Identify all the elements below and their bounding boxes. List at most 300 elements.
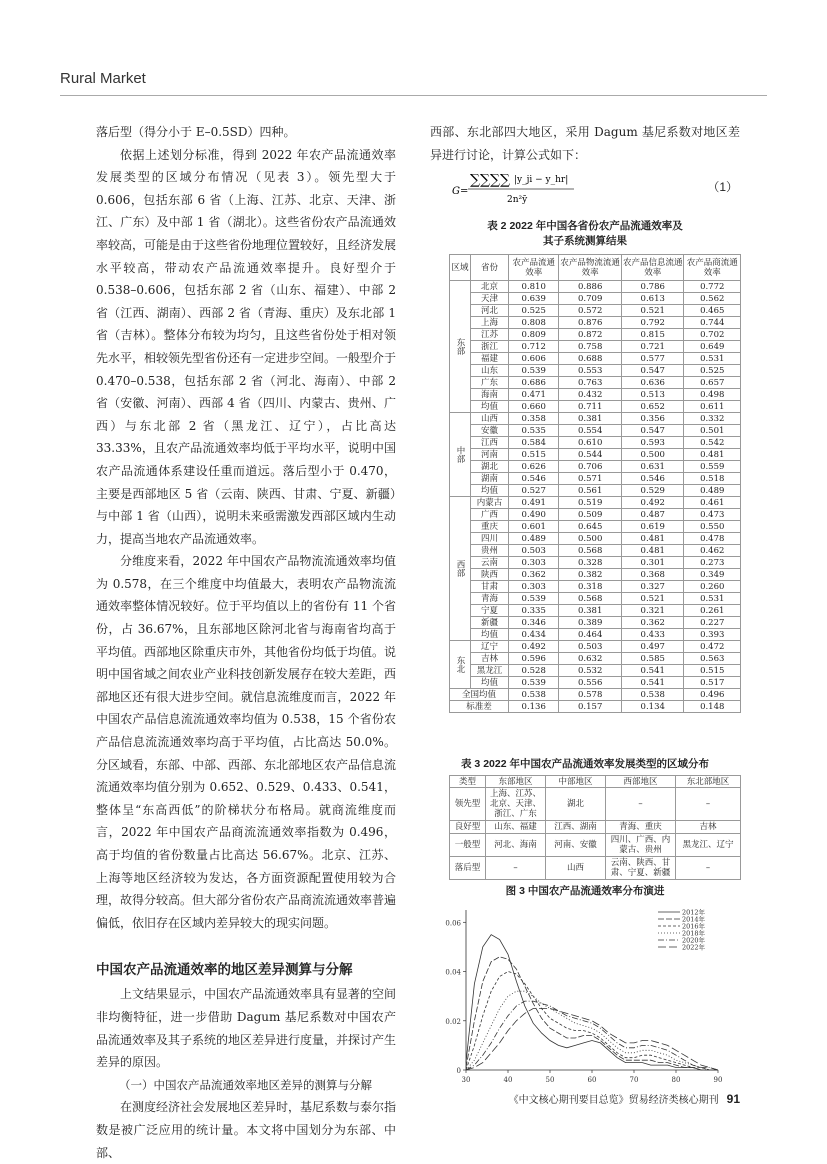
table-cell: 0.301 [621, 557, 684, 569]
table-cell: 0.571 [559, 473, 622, 485]
table-cell: 0.332 [684, 413, 741, 425]
table-row [450, 401, 741, 413]
table-row [450, 509, 741, 521]
table-cell: 江西 [471, 437, 509, 449]
table-cell: 0.535 [509, 425, 559, 437]
table-cell: 0.362 [621, 617, 684, 629]
table-cell: 0.473 [684, 509, 741, 521]
table-cell: 广西 [471, 509, 509, 521]
table-row [450, 485, 741, 497]
table-cell: 0.227 [684, 617, 741, 629]
table-cell: 吉林 [471, 653, 509, 665]
table-cell: 0.547 [621, 425, 684, 437]
x-tick-label: 60 [587, 1076, 597, 1084]
table-cell: 内蒙古 [471, 497, 509, 509]
table-cell: 0.527 [509, 485, 559, 497]
table-cell: 0.538 [621, 689, 684, 701]
table-cell: 0.532 [559, 665, 622, 677]
table-cell: 0.358 [509, 413, 559, 425]
legend-label: 2018年 [682, 929, 706, 938]
table-cell: 0.393 [684, 629, 741, 641]
table-cell: 0.503 [509, 545, 559, 557]
table-row [450, 389, 741, 401]
table-cell: 0.585 [621, 653, 684, 665]
table-cell: 0.553 [559, 365, 622, 377]
table2-caption [430, 219, 740, 249]
right-intro [430, 121, 740, 166]
table-cell: 0.491 [509, 497, 559, 509]
header-cell: 区域 [450, 255, 471, 281]
table-row [450, 437, 741, 449]
table-row [450, 665, 741, 677]
region-cell: 西部 [450, 497, 471, 641]
section-title: 中国农产品流通效率的地区差异测算与分解 [96, 962, 353, 978]
table-cell: 0.303 [509, 557, 559, 569]
figure3-caption: 图 3 中国农产品流通效率分布演进 [505, 885, 665, 897]
y-tick-label: 0 [456, 1067, 461, 1075]
table-cell: 0.472 [684, 641, 741, 653]
table-row [450, 857, 741, 880]
y-tick-label: 0.06 [445, 919, 461, 928]
table-cell: 上海 [471, 317, 509, 329]
table-cell: 河北 [471, 305, 509, 317]
table-cell: 0.563 [684, 653, 741, 665]
table-row [450, 305, 741, 317]
table-cell: 0.260 [684, 581, 741, 593]
paragraph: 依据上述划分标准，得到 2022 年农产品流通效率发展类型的区域分布情况（见表 3）。领先型大于 0.606，包括东部 6 省（上海、江苏、北京、天津、浙江、广东）及中部 1 省（湖北）。这些省份农产品流通效率较高，可能是由于这些省份地理位置较好，且经济发展水平较高，带动农产品流通效率提升。良好型介于 0.538–0.606，包括东部 2 省（山东、福建）、中部 2 省（江西、湖南）、西部 2 省（青海、重庆）及东北部 1 省（吉林）。整体分布较为均匀，且这些省份处于相对领先水平，相较领先型省份还有一定进步空间。一般型介于 0.470–0.538，包括东部 2 省（河北、海南）、中部 2 省（安徽、河南）、西部 4 省（四川、内蒙古、贵州、广西）与东北部 2 省（黑龙江、辽宁），占比高达 33.33%，且农产品流通效率均低于平均水平，说明中国农产品流通体系建设任重而道远。落后型小于 0.470，主要是西部地区 5 省（云南、陕西、甘肃、宁夏、新疆）与中部 1 省（山西），说明未来亟需激发西部区域内生动力，提高当地农产品流通效率。 [96, 147, 397, 546]
formula-number: （1） [707, 180, 738, 194]
region-cell: 中部 [450, 413, 471, 497]
table-cell: 0.490 [509, 509, 559, 521]
table-cell: 0.478 [684, 533, 741, 545]
table-cell: 0.515 [509, 449, 559, 461]
legend-label: 2020年 [682, 936, 706, 945]
table-row [450, 677, 741, 689]
table-cell: 0.786 [621, 281, 684, 293]
y-tick-label: 0.02 [445, 1017, 461, 1026]
subsection-title: （一）中国农产品流通效率地区差异的测算与分解 [119, 1077, 372, 1092]
page-number: 91 [726, 1092, 740, 1106]
table-cell: 安徽 [471, 425, 509, 437]
header-cell: 农产品物流流通效率 [559, 255, 622, 281]
table-cell: 0.702 [684, 329, 741, 341]
table-cell: 0.652 [621, 401, 684, 413]
table-cell: 0.593 [621, 437, 684, 449]
table-cell: 0.547 [621, 365, 684, 377]
table-cell: 0.876 [559, 317, 622, 329]
table-cell: 0.546 [621, 473, 684, 485]
header-cell: 省份 [471, 255, 509, 281]
table-cell: – [676, 857, 741, 880]
x-tick-label: 40 [503, 1076, 513, 1084]
table-cell: 天津 [471, 293, 509, 305]
table-cell: 0.349 [684, 569, 741, 581]
x-tick-label: 30 [461, 1076, 471, 1084]
table-cell: 0.539 [509, 677, 559, 689]
table-row [450, 701, 741, 713]
series-line [466, 991, 718, 1070]
table-cell: 0.639 [509, 293, 559, 305]
table-cell: 0.465 [684, 305, 741, 317]
table-cell: 宁夏 [471, 605, 509, 617]
table-cell: 0.721 [621, 341, 684, 353]
table-cell: 0.461 [684, 497, 741, 509]
table-cell: 0.544 [559, 449, 622, 461]
table-cell: 0.541 [621, 677, 684, 689]
page-footer [460, 1091, 740, 1106]
table-row [450, 365, 741, 377]
table-row [450, 521, 741, 533]
table-cell: 0.489 [684, 485, 741, 497]
paragraph: 在测度经济社会发展地区差异时，基尼系数与泰尔指数是被广泛应用的统计量。本文将中国划分为东部、中部、 [96, 1100, 397, 1160]
formula-1 [452, 168, 742, 208]
table-cell: 0.382 [559, 569, 622, 581]
table-cell: 0.525 [684, 365, 741, 377]
table-cell: 0.808 [509, 317, 559, 329]
table-cell: 0.632 [559, 653, 622, 665]
table2 [449, 254, 741, 713]
table-cell: 0.531 [684, 593, 741, 605]
table-cell: 0.606 [509, 353, 559, 365]
running-header: Rural Market [60, 70, 146, 87]
table-cell: 0.389 [559, 617, 622, 629]
legend-label: 2012年 [682, 908, 706, 917]
table-cell: 0.434 [509, 629, 559, 641]
table-row [450, 557, 741, 569]
table-cell: 0.686 [509, 377, 559, 389]
table-cell: 0.645 [559, 521, 622, 533]
table-cell: 0.362 [509, 569, 559, 581]
table-cell: 均值 [471, 629, 509, 641]
table-cell: 0.464 [559, 629, 622, 641]
table-row [450, 569, 741, 581]
table-cell: 0.381 [559, 605, 622, 617]
table-cell: 0.328 [559, 557, 622, 569]
table-cell: 0.157 [559, 701, 622, 713]
table-cell: 0.518 [684, 473, 741, 485]
table-cell: 0.517 [684, 677, 741, 689]
table-cell: 0.134 [621, 701, 684, 713]
header-cell: 东北部地区 [676, 776, 741, 788]
table-cell: 均值 [471, 677, 509, 689]
paragraph: 西部、东北部四大地区，采用 Dagum 基尼系数对地区差异进行讨论，计算公式如下： [430, 125, 740, 162]
table-row [450, 461, 741, 473]
table-row [450, 581, 741, 593]
table-cell: 山东、福建 [486, 821, 546, 834]
table-cell: 江苏 [471, 329, 509, 341]
table-row [450, 281, 741, 293]
table-row [450, 788, 741, 821]
table-cell: 0.660 [509, 401, 559, 413]
table-cell: 0.519 [559, 497, 622, 509]
table-row [450, 353, 741, 365]
table-row [450, 473, 741, 485]
table-cell: 0.744 [684, 317, 741, 329]
table-cell: 0.529 [621, 485, 684, 497]
region-cell: 东部 [450, 281, 471, 413]
x-tick-label: 50 [545, 1076, 555, 1084]
table-cell: 0.554 [559, 425, 622, 437]
table-cell: 0.541 [621, 665, 684, 677]
table-cell: 0.556 [559, 677, 622, 689]
header-cell: 西部地区 [606, 776, 676, 788]
table-row [450, 533, 741, 545]
table-cell: 新疆 [471, 617, 509, 629]
x-tick-label: 80 [671, 1076, 681, 1084]
table-cell: 落后型 [450, 857, 486, 880]
table-cell: 山东 [471, 365, 509, 377]
header-rule [60, 95, 767, 96]
table-cell: 0.261 [684, 605, 741, 617]
table-cell: 领先型 [450, 788, 486, 821]
table-cell: 0.433 [621, 629, 684, 641]
table-cell: 0.521 [621, 593, 684, 605]
table-cell: 0.810 [509, 281, 559, 293]
table-row [450, 821, 741, 834]
table-cell: 0.562 [684, 293, 741, 305]
table-cell: 黑龙江、辽宁 [676, 834, 741, 857]
table-cell: 0.481 [621, 545, 684, 557]
table-cell: 湖北 [471, 461, 509, 473]
table-cell: 0.596 [509, 653, 559, 665]
table3 [449, 775, 741, 880]
table-cell: 0.503 [559, 641, 622, 653]
table-cell: 0.568 [559, 593, 622, 605]
legend-label: 2022年 [682, 943, 706, 952]
table-cell: 山西 [471, 413, 509, 425]
table-cell: 0.492 [509, 641, 559, 653]
formula-denominator: 2n²ȳ [507, 195, 528, 205]
table-row [450, 617, 741, 629]
table-cell: 0.539 [509, 365, 559, 377]
header-cell: 东部地区 [486, 776, 546, 788]
table-cell: 0.432 [559, 389, 622, 401]
table-cell: 0.521 [621, 305, 684, 317]
table-cell: 0.500 [559, 533, 622, 545]
table-cell: 0.487 [621, 509, 684, 521]
table-cell: 0.515 [684, 665, 741, 677]
table-cell: 0.321 [621, 605, 684, 617]
table-row [450, 689, 741, 701]
table-cell: 0.492 [621, 497, 684, 509]
caption-line: 表 2 2022 年中国各省份农产品流通效率及 [487, 220, 683, 232]
table-row [450, 413, 741, 425]
table-cell: 0.136 [509, 701, 559, 713]
table-cell: 0.498 [684, 389, 741, 401]
table-cell: 0.763 [559, 377, 622, 389]
table-cell: 河南、安徽 [546, 834, 606, 857]
sum-symbols: ∑∑∑∑ [470, 172, 510, 188]
table-cell: 0.706 [559, 461, 622, 473]
formula-lhs: G= [452, 186, 469, 197]
paragraph: 分维度来看，2022 年中国农产品物流流通效率均值为 0.578，在三个维度中均值最大，表明农产品物流流通效率整体情况较好。位于平均值以上的省份有 11 个省份，占 36.67%，且东部地区除河北省与海南省均高于平均值。西部地区除重庆市外，其他省份均低于均值。说明中国省域之间农业产业科技创新发展存在较大差距，西部地区还有很大进步空间。就信息流维度而言，2022 年中国农产品信息流流通效率均值为 0.538，15 个省份农产品信息流流通效率均高于平均值，占比高达 50.0%。分区域看，东部、中部、西部、东北部地区农产品信息流流通效率均值分别为 0.652、0.529、0.433、0.541，整体呈“东高西低”的阶梯状分布格局。就商流维度而言，2022 年中国农产品商流流通效率指数为 0.496，高于均值的省份数量占比高达 56.67%。北京、江苏、上海等地区经济较为发达，各方面资源配置使用较为合理，故得分较高。但大部分省份农产品商流流通效率普遍偏低，依旧存在区域内差异较大的现实问题。 [96, 554, 397, 930]
table-cell: 0.809 [509, 329, 559, 341]
table-cell: 河北、海南 [486, 834, 546, 857]
table-cell: 广东 [471, 377, 509, 389]
table-row [450, 293, 741, 305]
table-cell: 0.613 [621, 293, 684, 305]
table-cell: 良好型 [450, 821, 486, 834]
table-cell: 0.626 [509, 461, 559, 473]
x-tick-label: 70 [629, 1076, 639, 1084]
table-row [450, 641, 741, 653]
table-cell: 0.381 [559, 413, 622, 425]
region-cell: 东北 [450, 641, 471, 689]
table-cell: 山西 [546, 857, 606, 880]
header-cell: 类型 [450, 776, 486, 788]
table-cell: 0.872 [559, 329, 622, 341]
table-cell: 0.513 [621, 389, 684, 401]
paragraph: 上文结果显示，中国农产品流通效率具有显著的空间非均衡特征，进一步借助 Dagum 基尼系数对中国农产品流通效率及其子系统的地区差异进行度量，并探讨产生差异的原因。 [96, 987, 397, 1070]
table-cell: 0.815 [621, 329, 684, 341]
series-line [466, 957, 718, 1070]
table-cell: 江西、湖南 [546, 821, 606, 834]
table-cell: 0.561 [559, 485, 622, 497]
table-cell: 上海、江苏、北京、天津、浙江、广东 [486, 788, 546, 821]
table-cell: 北京 [471, 281, 509, 293]
table-cell: 青海 [471, 593, 509, 605]
caption-line: 其子系统测算结果 [543, 235, 627, 247]
table-cell: 0.489 [509, 533, 559, 545]
table-cell: 0.497 [621, 641, 684, 653]
table-cell: 0.525 [509, 305, 559, 317]
formula-numerator: |y_ji − y_hr| [514, 175, 569, 185]
table-cell: 0.471 [509, 389, 559, 401]
series-line [466, 1009, 718, 1071]
x-tick-label: 90 [713, 1076, 723, 1084]
table-cell: 吉林 [676, 821, 741, 834]
table-cell: – [676, 788, 741, 821]
table-cell: 甘肃 [471, 581, 509, 593]
header-cell: 农产品流通效率 [509, 255, 559, 281]
table-cell: 四川、广西、内蒙古、贵州 [606, 834, 676, 857]
table-cell: 0.303 [509, 581, 559, 593]
table-cell: 标准差 [450, 701, 509, 713]
table3-caption: 表 3 2022 年中国农产品流通效率发展类型的区域分布 [461, 758, 709, 770]
table-cell: 0.550 [684, 521, 741, 533]
table-cell: 0.481 [621, 533, 684, 545]
table-row [450, 605, 741, 617]
table-cell: 0.542 [684, 437, 741, 449]
table-cell: 均值 [471, 485, 509, 497]
table-cell: 0.577 [621, 353, 684, 365]
table-cell: 湖南 [471, 473, 509, 485]
table-cell: 0.631 [621, 461, 684, 473]
table-cell: 0.546 [509, 473, 559, 485]
table-cell: 0.462 [684, 545, 741, 557]
table-cell: 全国均值 [450, 689, 509, 701]
table-cell: 0.688 [559, 353, 622, 365]
table-cell: 0.657 [684, 377, 741, 389]
table-cell: 0.368 [621, 569, 684, 581]
table-cell: 0.538 [509, 689, 559, 701]
series-line [466, 972, 718, 1071]
table-cell: – [486, 857, 546, 880]
left-column [96, 121, 396, 1164]
table-cell: 0.335 [509, 605, 559, 617]
table-cell: 青海、重庆 [606, 821, 676, 834]
density-chart [430, 900, 740, 1095]
table-cell: 0.772 [684, 281, 741, 293]
table-cell: 河南 [471, 449, 509, 461]
table-row [450, 629, 741, 641]
table-cell: 0.148 [684, 701, 741, 713]
table-cell: 云南 [471, 557, 509, 569]
y-tick-label: 0.04 [445, 968, 461, 977]
table-cell: 0.318 [559, 581, 622, 593]
table-cell: 0.584 [509, 437, 559, 449]
series-line [466, 935, 718, 1070]
table-cell: 四川 [471, 533, 509, 545]
table-cell: 0.611 [684, 401, 741, 413]
table-cell: 0.792 [621, 317, 684, 329]
table-cell: – [606, 788, 676, 821]
paragraph: 落后型（得分小于 E–0.5SD）四种。 [96, 125, 296, 139]
table-cell: 0.327 [621, 581, 684, 593]
table-cell: 0.636 [621, 377, 684, 389]
table-cell: 黑龙江 [471, 665, 509, 677]
header-cell: 中部地区 [546, 776, 606, 788]
table-cell: 福建 [471, 353, 509, 365]
table-row [450, 329, 741, 341]
table-cell: 0.531 [684, 353, 741, 365]
table-cell: 0.481 [684, 449, 741, 461]
table-cell: 0.559 [684, 461, 741, 473]
table-cell: 0.758 [559, 341, 622, 353]
table-cell: 0.496 [684, 689, 741, 701]
table-cell: 均值 [471, 401, 509, 413]
table-cell: 0.578 [559, 689, 622, 701]
legend-label: 2014年 [682, 915, 706, 924]
table-cell: 湖北 [546, 788, 606, 821]
legend-label: 2016年 [682, 922, 706, 931]
table-cell: 贵州 [471, 545, 509, 557]
table-cell: 浙江 [471, 341, 509, 353]
table-cell: 0.610 [559, 437, 622, 449]
table-cell: 0.601 [509, 521, 559, 533]
table-cell: 辽宁 [471, 641, 509, 653]
table-row [450, 425, 741, 437]
table-cell: 0.509 [559, 509, 622, 521]
table-cell: 云南、陕西、甘肃、宁夏、新疆 [606, 857, 676, 880]
table-cell: 0.649 [684, 341, 741, 353]
table-cell: 0.619 [621, 521, 684, 533]
table-row [450, 497, 741, 509]
table-cell: 0.711 [559, 401, 622, 413]
table-cell: 0.501 [684, 425, 741, 437]
table-cell: 0.572 [559, 305, 622, 317]
table-cell: 0.500 [621, 449, 684, 461]
table-row [450, 341, 741, 353]
table-row [450, 834, 741, 857]
table-cell: 0.568 [559, 545, 622, 557]
table-cell: 0.539 [509, 593, 559, 605]
table-row [450, 653, 741, 665]
header-cell: 农产品商流通效率 [684, 255, 741, 281]
formula-graphic [452, 168, 692, 208]
table-cell: 0.886 [559, 281, 622, 293]
table-cell: 0.528 [509, 665, 559, 677]
table-cell: 海南 [471, 389, 509, 401]
table-cell: 陕西 [471, 569, 509, 581]
header-cell: 农产品信息流通效率 [621, 255, 684, 281]
table-cell: 0.712 [509, 341, 559, 353]
table-row [450, 317, 741, 329]
table-cell: 重庆 [471, 521, 509, 533]
table-row [450, 377, 741, 389]
table-row [450, 593, 741, 605]
table-cell: 一般型 [450, 834, 486, 857]
